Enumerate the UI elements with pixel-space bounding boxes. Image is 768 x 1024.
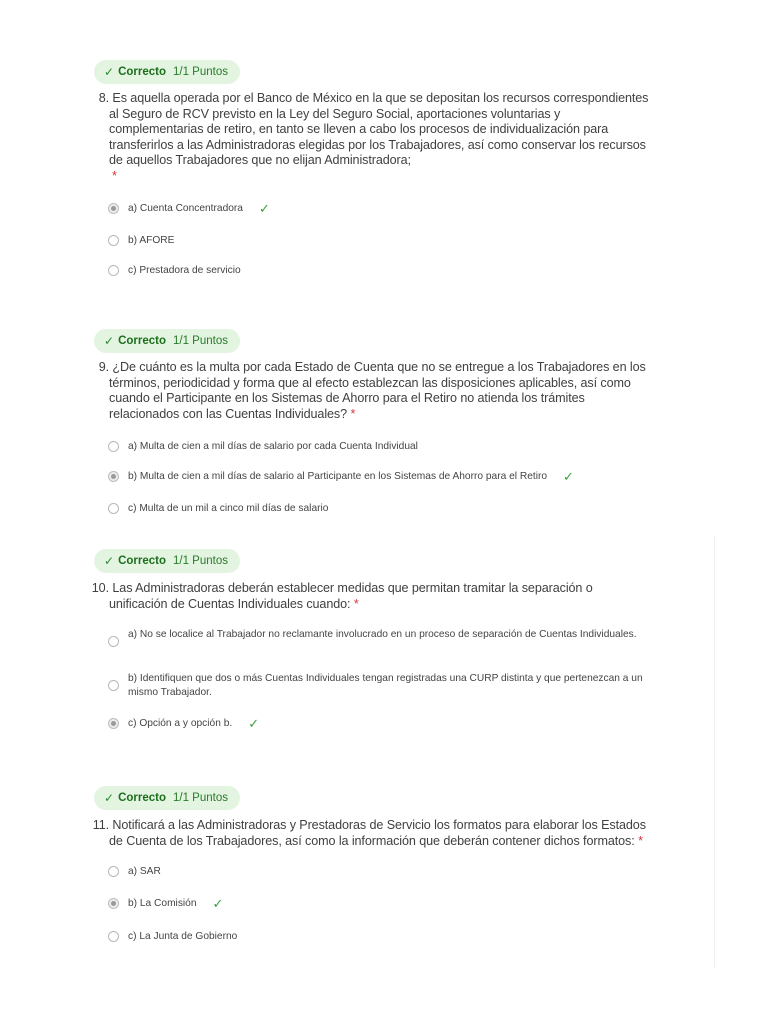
- radio-icon[interactable]: [108, 866, 119, 877]
- divider: [714, 536, 715, 968]
- question-text: [90, 91, 670, 185]
- radio-icon[interactable]: [108, 203, 119, 214]
- radio-icon[interactable]: [108, 503, 119, 514]
- check-icon: ✓: [563, 469, 574, 484]
- score-badge: [94, 786, 240, 810]
- badge-label: Correcto: [118, 555, 166, 567]
- option-label: c) La Junta de Gobierno: [128, 931, 238, 942]
- option-label: b) Identifiquen que dos o más Cuentas Individuales tengan registradas una CURP distinta y que pertenezcan a un mismo Trabajador.: [128, 673, 643, 698]
- question-line: al Seguro de RCV previsto en la Ley del Seguro Social, aportaciones voluntarias y: [109, 106, 561, 121]
- question-line: Notificará a las Administradoras y Prestadoras de Servicio los formatos para elaborar los Estados: [112, 818, 646, 832]
- question-line: relacionados con las Cuentas Individuales?: [109, 406, 348, 421]
- badge-points: 1/1 Puntos: [173, 792, 228, 804]
- radio-icon[interactable]: [108, 898, 119, 909]
- option-label: b) AFORE: [128, 235, 175, 246]
- badge-points: 1/1 Puntos: [173, 66, 228, 78]
- check-icon: ✓: [248, 716, 260, 731]
- option-b[interactable]: [108, 234, 668, 248]
- radio-icon[interactable]: [108, 680, 119, 691]
- option-label: a) SAR: [128, 866, 161, 877]
- check-icon: ✓: [104, 65, 115, 79]
- option-label: c) Prestadora de servicio: [128, 265, 241, 276]
- badge-points: 1/1 Puntos: [173, 555, 228, 567]
- required-marker: *: [350, 406, 356, 421]
- option-a[interactable]: [108, 865, 668, 879]
- option-b[interactable]: [108, 897, 668, 911]
- option-c[interactable]: [108, 502, 668, 516]
- radio-icon[interactable]: [108, 718, 119, 729]
- score-badge: [94, 60, 240, 84]
- question-line: transferirlos a las Administradoras elegidas por los Trabajadores, así como conservar los recursos: [109, 137, 646, 152]
- radio-icon[interactable]: [108, 636, 119, 647]
- option-label: c) Multa de un mil a cinco mil días de salario: [128, 503, 329, 514]
- question-text: [90, 360, 670, 422]
- check-icon: ✓: [258, 201, 270, 216]
- question-line: términos, periodicidad y forma que al efecto establezcan las disposiciones aplicables, así como: [109, 375, 631, 390]
- check-icon: ✓: [104, 554, 115, 568]
- option-a[interactable]: [108, 440, 668, 454]
- check-icon: ✓: [104, 791, 115, 805]
- badge-points: 1/1 Puntos: [173, 335, 228, 347]
- option-c[interactable]: [108, 717, 668, 731]
- option-label: a) No se localice al Trabajador no reclamante involucrado en un proceso de separación de Cuentas Individuales.: [128, 629, 637, 640]
- option-a[interactable]: [108, 628, 668, 647]
- question-number: 10.: [91, 581, 109, 595]
- score-badge: [94, 329, 240, 353]
- question-number: 9.: [98, 360, 109, 374]
- question-number: 11.: [92, 818, 109, 832]
- required-marker: *: [112, 168, 117, 183]
- question-line: unificación de Cuentas Individuales cuando:: [109, 596, 351, 611]
- required-marker: *: [638, 833, 643, 848]
- option-c[interactable]: [108, 264, 668, 278]
- option-label: a) Cuenta Concentradora: [128, 203, 243, 214]
- question-line: ¿De cuánto es la multa por cada Estado de Cuenta que no se entregue a los Trabajadores en los: [112, 360, 646, 374]
- option-a[interactable]: [108, 202, 668, 216]
- check-icon: ✓: [212, 896, 224, 911]
- option-label: b) Multa de cien a mil días de salario al Participante en los Sistemas de Ahorro para el Retiro: [128, 471, 548, 482]
- badge-label: Correcto: [118, 66, 166, 78]
- option-label: c) Opción a y opción b.: [128, 718, 233, 729]
- check-icon: ✓: [104, 334, 115, 348]
- question-number: 8.: [98, 91, 109, 105]
- question-line: Las Administradoras deberán establecer medidas que permitan tramitar la separación o: [112, 581, 593, 595]
- option-b[interactable]: [108, 470, 668, 484]
- badge-label: Correcto: [118, 792, 166, 804]
- radio-icon[interactable]: [108, 235, 119, 246]
- option-label: b) La Comisión: [128, 898, 197, 909]
- question-line: complementarias de retiro, en tanto se lleven a cabo los procesos de individualización para: [109, 122, 609, 137]
- question-line: Es aquella operada por el Banco de México en la que se depositan los recursos correspondientes: [112, 91, 649, 105]
- question-text: [90, 581, 670, 612]
- radio-icon[interactable]: [108, 265, 119, 276]
- question-line: de Cuenta de los Trabajadores, así como la información que deberán contener dichos formatos:: [109, 833, 635, 848]
- score-badge: [94, 549, 240, 573]
- option-label: a) Multa de cien a mil días de salario por cada Cuenta Individual: [128, 441, 418, 452]
- radio-icon[interactable]: [108, 441, 119, 452]
- required-marker: *: [353, 596, 359, 611]
- option-b[interactable]: [108, 672, 668, 700]
- radio-icon[interactable]: [108, 931, 119, 942]
- radio-icon[interactable]: [108, 471, 119, 482]
- question-text: [90, 818, 670, 849]
- badge-label: Correcto: [118, 335, 166, 347]
- question-line: cuando el Participante en los Sistemas de Ahorro para el Retiro no atienda los trámites: [109, 391, 585, 406]
- question-line: de aquellos Trabajadores que no elijan Administradora;: [109, 153, 411, 168]
- option-c[interactable]: [108, 930, 668, 944]
